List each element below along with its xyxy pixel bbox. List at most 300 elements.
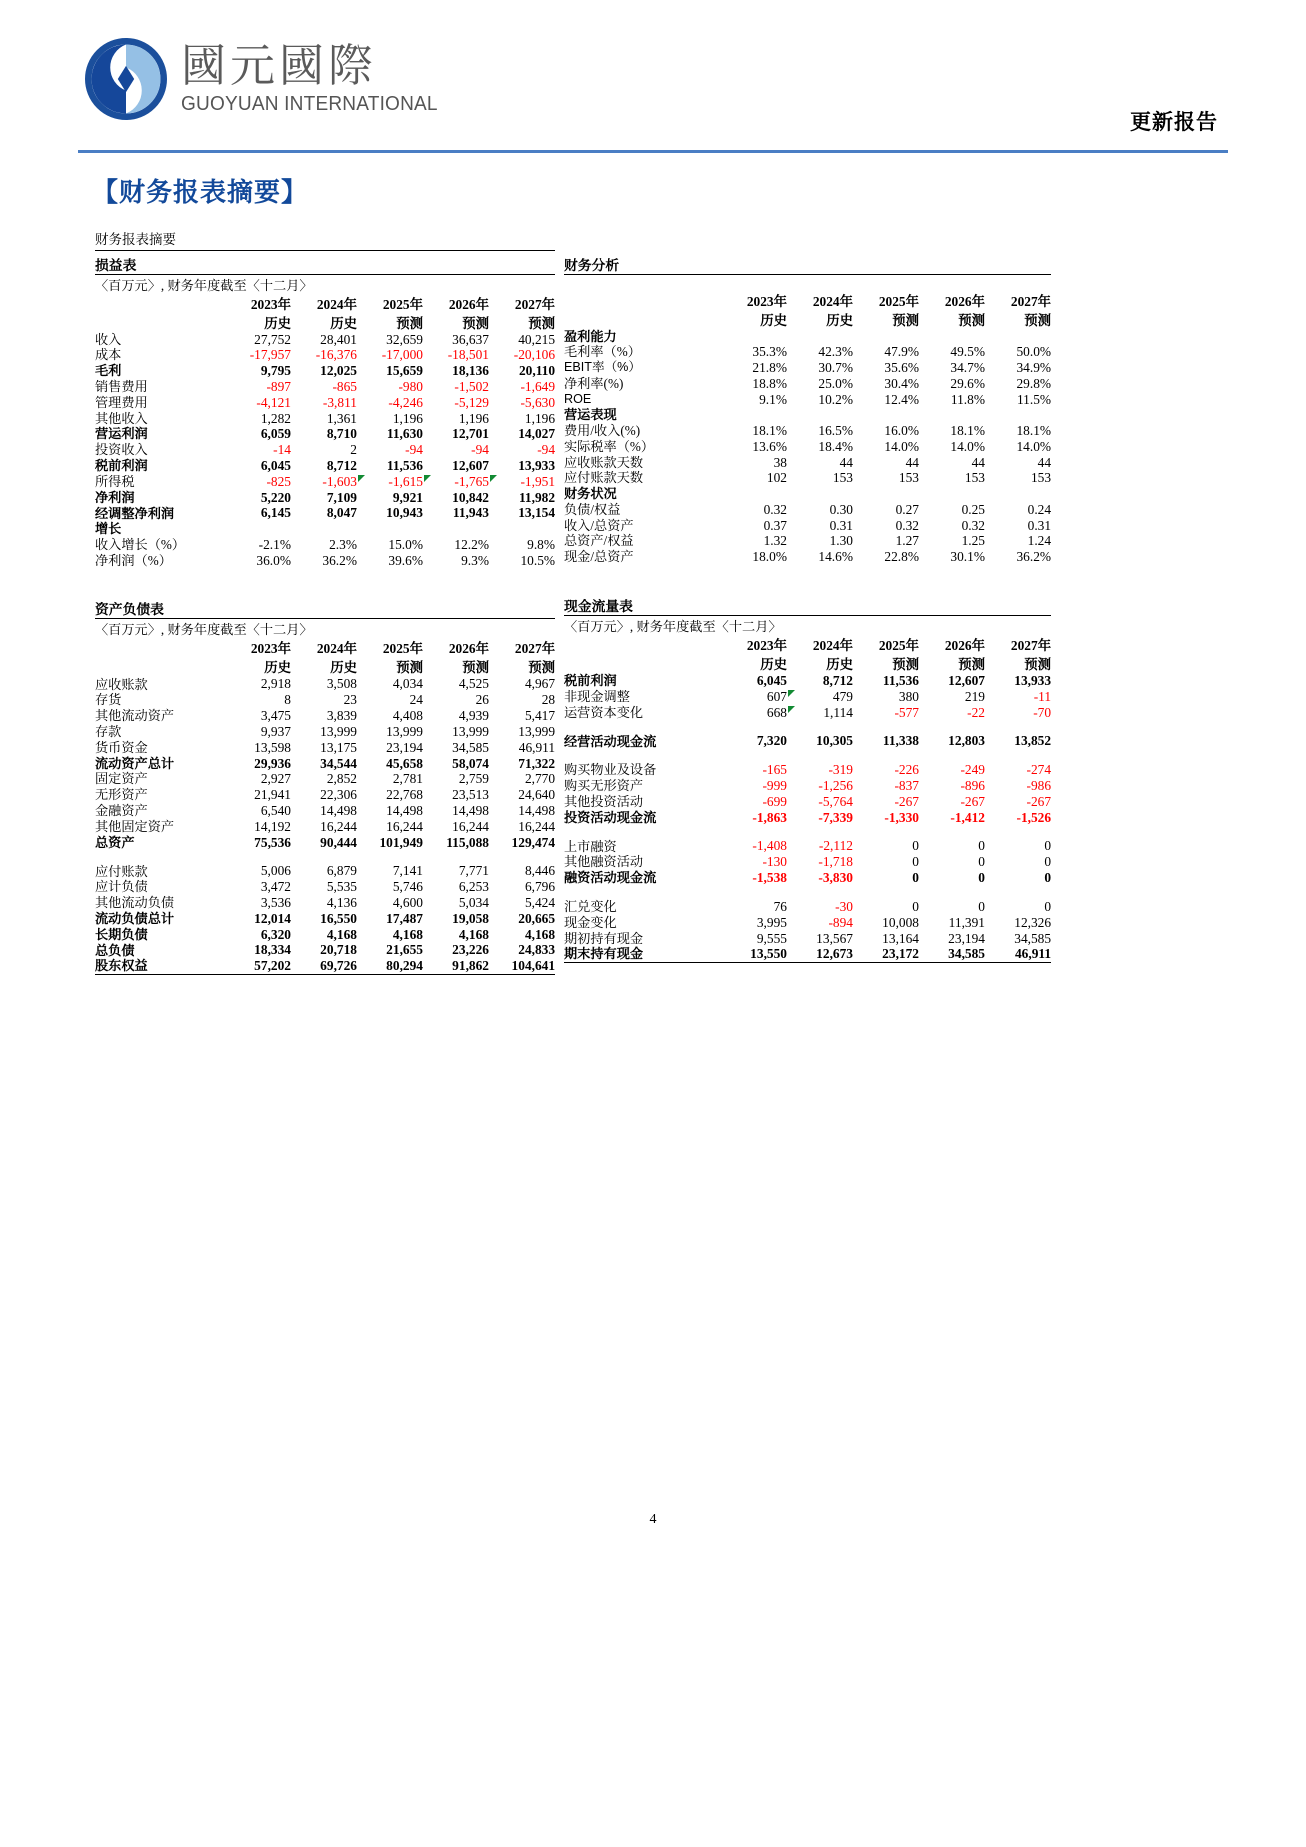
cell-r2-c2: 35.6% [884,359,919,375]
cell-r12-c0: 0.37 [763,517,787,533]
balance-sheet-table [95,598,555,975]
row-label: 长期负债 [95,926,148,942]
cell-r9-c0: 102 [766,470,787,486]
cell-r12-c0 [225,521,291,537]
cell-r17-c3: 23,194 [948,930,985,946]
cell-r6-c0: 6,059 [260,426,291,442]
table-row [95,692,555,708]
row-label: 融资活动现金流 [564,870,657,886]
row-label: 应收账款天数 [564,454,644,470]
cell-r14-c4: 36.2% [1016,549,1052,565]
year-header-2: 2025年 [382,296,423,312]
table-row [95,863,555,879]
cell-r18-c4: 104,641 [489,958,555,974]
cell-r1-c0: 35.3% [752,344,787,360]
row-label: 成本 [95,347,122,363]
cell-r11-c1: -2,112 [818,838,853,854]
table-row [95,553,555,569]
table-title: 财务分析 [564,254,1051,275]
cell-r1-c2: -17,000 [381,347,423,363]
year-kind-1: 历史 [330,315,357,331]
cell-r11-c1: 8,047 [326,505,357,521]
cell-r8-c0: 38 [773,454,787,470]
cell-r4-c0: 13,598 [254,739,291,755]
table-row [564,689,1051,705]
cell-r7-c2: 22,768 [386,787,423,803]
table-row [564,533,1051,549]
cell-r0-c4 [985,329,1051,345]
cell-r12-c3 [423,521,489,537]
cell-r14-c4: 10.5% [520,552,556,568]
cell-r0-c2: 32,659 [386,331,423,347]
cell-r6-c0: 18.1% [752,422,787,438]
row-label: 税前利润 [95,458,148,474]
table-row [95,803,555,819]
cell-r9-c4: 153 [1030,470,1052,486]
cell-r17-c1: 13,567 [816,930,853,946]
table-row [564,329,1051,345]
cell-r9-c1: 153 [832,470,853,486]
cell-r6-c1: 8,710 [326,426,357,442]
cell-r7-c2: -94 [405,442,423,458]
table-row [95,505,555,521]
cell-r7-c4: 14.0% [1016,438,1052,454]
table-title: 损益表 [95,254,555,275]
cell-r15-c0: 76 [773,898,787,914]
cell-r4-c3: 11.8% [950,391,985,407]
cell-r14-c3: 9.3% [461,552,489,568]
cell-r1-c2: 24 [409,692,423,708]
cell-r13-c4: 0 [1044,870,1052,886]
year-header-row [95,294,555,313]
report-type-label: 更新报告 [1130,110,1218,134]
cell-r1-c1: -16,376 [315,347,357,363]
table-row [95,395,555,411]
cell-r8-c4: 14,498 [518,802,556,818]
cell-r1-c4: 28 [541,692,556,708]
table-row [95,927,555,943]
cell-r7-c3: 23,513 [452,787,489,803]
cell-r5-c4: 1,196 [524,410,556,426]
cell-r15-c3: 19,058 [452,910,489,926]
cell-r12-c3: 7,771 [458,863,489,879]
table-title-row [95,598,555,619]
cell-r12-c1: 0.31 [829,517,853,533]
table-row [95,490,555,506]
cell-r15-c1: 16,550 [320,910,357,926]
cell-r1-c1: 42.3% [818,344,853,360]
spacer-row [564,825,1051,838]
row-label: 净利率(%) [564,375,624,391]
cell-r8-c1: 44 [839,454,853,470]
year-header-row [564,291,1051,310]
cell-r13-c1: 5,535 [326,879,357,895]
table-row [95,771,555,787]
cell-r4-c2: 23,194 [386,739,423,755]
row-label: 汇兑变化 [564,899,617,915]
cell-r17-c2: 21,655 [386,942,423,958]
cell-r2-c4: -70 [1033,704,1052,720]
row-label: 应收账款 [95,676,148,692]
year-kind-4: 预测 [528,660,556,676]
cell-r2-c3: -22 [967,704,985,720]
table-row [95,835,555,851]
table-row [95,942,555,958]
cell-r12-c2: 7,141 [392,863,423,879]
cell-r0-c1: 3,508 [326,676,357,692]
year-kind-row [95,313,555,332]
cell-r5-c1 [787,407,853,423]
table-row [564,778,1051,794]
year-header-4: 2027年 [1010,637,1052,653]
table-row [95,458,555,474]
row-label: 净利润（%） [95,552,172,568]
cell-r16-c4: 12,326 [1014,914,1052,930]
cell-r10-c4: 129,474 [511,834,556,850]
cell-r14-c2: 4,600 [392,895,423,911]
cell-r10-c2: 101,949 [379,834,423,850]
cell-r9-c1: 16,244 [320,818,357,834]
cell-r9-c0: -1,863 [752,809,787,825]
cell-r12-c4: 8,446 [524,863,556,879]
cell-r12-c1: 6,879 [326,863,357,879]
cell-r8-c3: -267 [960,793,985,809]
cell-r2-c1: 1,114 [787,705,853,721]
row-label: 盈利能力 [564,328,617,344]
cell-r18-c3: 34,585 [919,946,985,962]
year-header-0: 2023年 [746,637,787,653]
cell-r12-c1 [291,521,357,537]
table-row [95,911,555,927]
row-label: 期初持有现金 [564,930,644,946]
spacer-row [564,886,1051,899]
cell-r6-c0: 2,927 [260,771,291,787]
cell-r16-c0: 3,995 [756,914,787,930]
year-kind-row [95,657,555,676]
table-row [564,344,1051,360]
row-label: 上市融资 [564,838,617,854]
cell-r10-c0: 5,220 [260,489,291,505]
cell-r6-c3: 18.1% [950,422,985,438]
cell-r2-c1: 3,839 [326,708,357,724]
year-kind-4: 预测 [528,315,556,331]
cell-r7-c3: -896 [960,778,985,794]
cell-r9-c2: 16,244 [386,818,423,834]
row-label: 经营活动现金流 [564,733,657,749]
cell-r14-c1: 36.2% [322,552,357,568]
row-label: 货币资金 [95,739,148,755]
cell-r16-c1: -894 [828,914,853,930]
cell-r4-c1: -3,811 [322,394,357,410]
cell-r1-c0: -17,957 [249,347,291,363]
table-row [564,810,1051,826]
cell-r2-c4: 5,417 [524,708,556,724]
cell-r11-c4: 0 [1044,838,1052,854]
cell-r5-c4 [985,407,1051,423]
table-row [95,363,555,379]
cell-r10-c4: 11,982 [518,489,556,505]
table-row [564,470,1051,486]
cell-r15-c1: -30 [835,898,853,914]
cell-r6-c4: 2,770 [524,771,556,787]
cell-r9-c3: 153 [964,470,985,486]
row-label: 经调整净利润 [95,505,175,521]
row-label: 其他收入 [95,410,148,426]
row-label: 购买物业及设备 [564,762,657,778]
cell-r17-c0: 18,334 [254,942,291,958]
cell-r12-c4: 0.31 [1027,517,1052,533]
cell-r7-c1: -1,256 [818,778,853,794]
cell-r3-c0: 9,937 [260,723,291,739]
table-row [95,819,555,835]
sheet-caption: 财务报表摘要 [95,228,555,251]
row-label: ROE [564,391,592,406]
year-kind-1: 历史 [330,660,357,676]
cell-r13-c4: 9.8% [527,536,556,552]
cell-r2-c3: 4,939 [458,708,489,724]
table-row [95,958,555,974]
cell-r0-c4: 13,933 [1014,672,1052,688]
cell-r1-c4: -20,106 [513,347,556,363]
cell-r0-c4: 40,215 [518,331,556,347]
cell-r6-c3: 2,759 [458,771,489,787]
cell-r15-c3: 0 [978,898,985,914]
cell-r11-c3: 0.25 [961,501,985,517]
cell-r0-c0 [721,329,787,345]
cell-r6-c1: 16.5% [818,422,853,438]
cell-r11-c1: 0.30 [829,501,853,517]
cell-r10-c0: 75,536 [254,834,291,850]
logo-chinese-name: 國元國際 [181,40,378,92]
cell-r6-c4: -274 [1026,762,1052,778]
year-kind-4: 预测 [1024,656,1052,672]
cell-r5-c0: 1,282 [260,410,291,426]
cell-r12-c3: 0.32 [961,517,985,533]
cell-r14-c2: 39.6% [388,552,423,568]
cell-r14-c4: 5,424 [524,895,556,911]
cell-r4-c3: 34,585 [452,739,489,755]
spacer-row [95,850,555,863]
row-label: 销售费用 [95,379,148,395]
cell-r11-c0: 0.32 [763,501,787,517]
year-kind-0: 历史 [760,656,787,672]
cell-r9-c4: -1,526 [1016,809,1052,825]
cell-r8-c0: 6,045 [260,458,291,473]
year-header-0: 2023年 [250,296,291,312]
cell-r4-c0: -4,121 [256,394,291,410]
row-label: 财务状况 [564,486,617,502]
row-label: 毛利 [95,363,122,379]
cell-r7-c0: 13.6% [752,438,787,454]
cell-r0-c0: 27,752 [254,331,291,347]
cell-r18-c0: 57,202 [225,958,291,974]
cell-r8-c2: 44 [905,454,919,470]
cell-r5-c1: 1,361 [326,410,357,426]
cell-r10-c3: 115,088 [446,834,489,850]
year-kind-3: 预测 [958,656,985,672]
year-kind-1: 历史 [826,312,853,328]
cell-r10-c1 [787,486,853,502]
table-row [564,946,1051,962]
cell-r15-c4: 20,665 [518,910,556,926]
cell-r1-c4: 50.0% [1016,344,1052,360]
table-row [564,407,1051,423]
cell-r0-c1: 8,712 [822,672,853,688]
cell-r8-c4: 44 [1037,454,1052,470]
cell-r7-c4: 24,640 [518,787,556,803]
table-row [95,442,555,458]
units-spacer-row [564,274,1051,291]
cell-r0-c1: 28,401 [320,331,357,347]
row-label: 其他固定资产 [95,818,175,834]
year-header-3: 2026年 [448,641,489,657]
cell-r1-c2: 380 [898,688,919,704]
row-label: 存货 [95,692,122,708]
cell-r9-c2: -1,615 [357,474,423,490]
row-label: 现金变化 [564,914,617,930]
financial-analysis-table [564,254,1051,565]
year-header-row [95,638,555,657]
cell-r1-c3: 26 [475,692,489,708]
cell-r18-c1: 12,673 [787,946,853,962]
cell-r16-c1: 4,168 [326,926,357,942]
year-kind-3: 预测 [462,660,489,676]
cell-r9-c3: -1,412 [950,809,985,825]
row-label: 毛利率（%） [564,344,641,360]
cell-r1-c3: 49.5% [950,344,985,360]
cell-r6-c3: 12,701 [452,426,489,442]
cell-r14-c0: 3,536 [260,895,291,911]
year-header-2: 2025年 [382,641,423,657]
cell-r1-c3: -18,501 [447,347,489,363]
cell-r5-c3: 1,196 [458,410,489,426]
row-label: 非现金调整 [564,688,630,704]
table-row [95,332,555,348]
cell-r6-c4: 18.1% [1016,422,1052,438]
cell-r8-c2: 14,498 [386,802,423,818]
year-kind-row [564,310,1051,329]
table-row [95,521,555,537]
row-label: 存款 [95,724,122,739]
cell-r0-c3: 36,637 [452,331,489,347]
row-label: 收入增长（%） [95,536,186,552]
year-header-1: 2024年 [316,296,357,312]
row-label: 实际税率（%） [564,438,655,454]
year-header-4: 2027年 [1010,293,1052,309]
table-row [564,870,1051,886]
cell-r2-c0: 3,475 [260,708,291,724]
cell-r7-c0: -999 [762,778,787,794]
cell-r4-c4: 13,852 [1014,733,1052,749]
cell-r16-c3: 4,168 [458,926,489,942]
year-header-4: 2027年 [514,641,556,657]
year-kind-3: 预测 [958,312,985,328]
year-header-1: 2024年 [812,293,853,309]
cell-r6-c2: 16.0% [884,422,919,438]
cell-r16-c2: 4,168 [392,926,423,942]
cell-r15-c4: 0 [1044,898,1052,914]
year-header-3: 2026年 [944,637,985,653]
units-note-row [95,274,555,294]
table-row [564,502,1051,518]
row-label: 营运利润 [95,426,148,442]
table-row [95,347,555,363]
cell-r5-c2 [853,407,919,423]
table-row [95,474,555,490]
cell-r18-c0: 13,550 [721,946,787,962]
cell-r4-c4: 11.5% [1016,391,1052,407]
row-label: 无形资产 [95,787,148,803]
cell-r7-c0: -14 [273,442,291,458]
year-header-1: 2024年 [812,637,853,653]
table-row [564,794,1051,810]
year-kind-0: 历史 [264,660,291,676]
cell-r3-c1: -865 [332,378,357,394]
table-row [564,455,1051,471]
cell-r3-c2: 13,999 [386,723,423,739]
cell-r4-c2: 11,338 [882,733,919,749]
cell-r12-c4: 0 [1044,854,1052,870]
cell-r7-c3: -94 [471,442,489,458]
cell-r12-c1: -1,718 [818,854,853,870]
cell-r13-c2: 0 [912,870,919,886]
year-kind-0: 历史 [264,315,291,331]
cell-r13-c1: 2.3% [329,536,357,552]
cell-r0-c2: 4,034 [392,676,423,692]
table-row [564,360,1051,376]
cell-r6-c1: -319 [828,762,853,778]
spacer-row [564,720,1051,733]
income-statement-table [95,254,555,569]
cell-r11-c0: 6,145 [260,505,291,521]
year-header-0: 2023年 [250,641,291,657]
year-kind-row [564,654,1051,673]
table-row [564,899,1051,915]
cell-r4-c2: 12.4% [884,391,919,407]
units-note: 〈百万元〉, 财务年度截至〈十二月〉 [95,622,313,638]
year-kind-4: 预测 [1024,312,1052,328]
cell-r13-c1: -3,830 [818,870,853,886]
cell-r13-c2: 15.0% [388,536,423,552]
cell-r10-c3: 10,842 [452,489,489,505]
row-label: 投资收入 [95,442,148,458]
cell-r7-c0: 21,941 [254,787,291,803]
cell-r7-c1: 18.4% [818,438,853,454]
cell-r7-c2: 14.0% [884,438,919,454]
units-note: 〈百万元〉, 财务年度截至〈十二月〉 [564,618,782,634]
units-note: 〈百万元〉, 财务年度截至〈十二月〉 [95,277,313,293]
page-header [0,0,1306,160]
table-title-row [564,254,1051,275]
table-row [564,392,1051,408]
row-label: 增长 [95,521,122,537]
cell-r4-c1: 13,175 [320,739,357,755]
cell-r10-c1: 7,109 [326,489,357,505]
cell-r2-c3: 18,136 [452,363,489,379]
cell-r6-c4: 14,027 [518,426,556,442]
cell-r9-c0: -825 [266,473,291,489]
table-row [95,879,555,895]
cell-r10-c1: 90,444 [320,834,357,850]
cell-r5-c1: 34,544 [320,755,357,771]
cell-r15-c2: 17,487 [386,910,423,926]
row-label: 其他投资活动 [564,793,644,809]
row-label: 其他流动负债 [95,895,175,911]
row-label: 收入 [95,331,122,347]
cell-r6-c2: -226 [894,762,919,778]
row-label: 流动负债总计 [95,910,175,926]
cell-r7-c3: 14.0% [950,438,985,454]
